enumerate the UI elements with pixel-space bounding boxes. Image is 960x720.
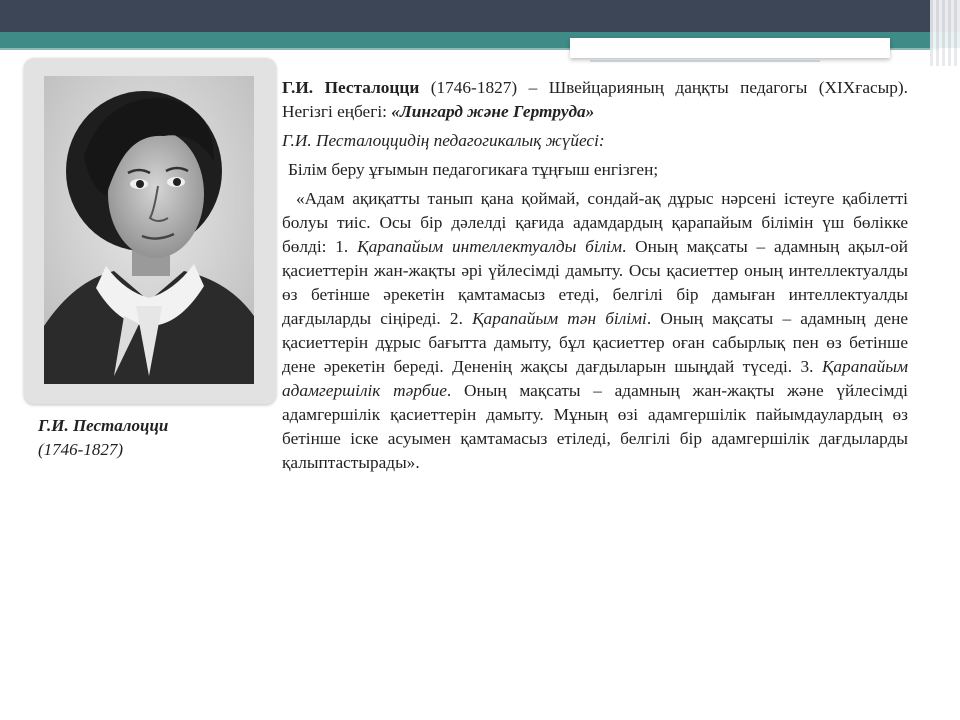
quote-text-2: . Оның мақсаты – адамның ақыл-ой қасиеттерін жан-жақты әрі үйлесімді дамыту. Осы қасиеттер оның интеллектуалды өз бетінше әрекетін қамтамасыз етеді, белгілі бір дамыған интеллектуалды дағдыларды сіңіреді. 2. xyxy=(282,237,908,328)
main-text xyxy=(282,76,908,475)
portrait-image xyxy=(44,76,254,384)
decorative-line xyxy=(590,60,820,62)
education-note: Білім беру ұғымын педагогикаға тұңғыш енгізген; xyxy=(288,160,659,179)
caption-years: (1746-1827) xyxy=(38,440,123,459)
decorative-stripes xyxy=(930,0,960,66)
quote-text-3: . Оның мақсаты – адамның дене қасиеттерін дұрыс бағытта дамыту, бұл қасиеттер оған сабырлық пен өз бетінше дене әрекетін береді. Дененің жақсы дағдыларын шыңдай түседі. 3. xyxy=(282,309,909,376)
quote-paragraph xyxy=(282,187,908,475)
quote-text-4: . Оның мақсаты – адамның жан-жақты және үйлесімді адамгершілік қасиеттерін дамыту. Мұның өзі адамгершілік пайымдаулардың өз бетінше іске асуымен қамтамасыз етіледі, белгілі бір адамгершілік дағдыларды қалыптастырады». xyxy=(282,381,908,472)
quote-term-1: Қарапайым интеллектуалды білім xyxy=(357,237,622,256)
intro-work-title: «Лингард және Гертруда» xyxy=(391,102,595,121)
intro-text: (1746-1827) – Швейцарияның даңқты педагогы (XIXғасыр). Негізгі еңбегі: xyxy=(282,78,908,121)
quote-term-2: Қарапайым тән білімі xyxy=(472,309,647,328)
portrait-caption xyxy=(38,414,258,462)
intro-paragraph xyxy=(282,76,908,124)
header-bar xyxy=(0,0,960,32)
portrait-frame xyxy=(24,58,276,404)
quote-term-3: Қарапайым адамгершілік тәрбие xyxy=(282,357,908,400)
decorative-tab xyxy=(570,38,890,58)
quote-text-1: «Адам ақиқатты танып қана қоймай, сондай-ақ дұрыс нәрсені істеуге қабілетті болуы тиіс. Осы бір дәлелді қағида адамдардың қарапайым білімін үш бөлікке бөлді: 1. xyxy=(282,189,908,256)
system-heading: Г.И. Песталоццидің педагогикалық жүйесі: xyxy=(282,131,605,150)
intro-name: Г.И. Песталоцци xyxy=(282,78,420,97)
caption-name: Г.И. Песталоцци xyxy=(38,416,169,435)
